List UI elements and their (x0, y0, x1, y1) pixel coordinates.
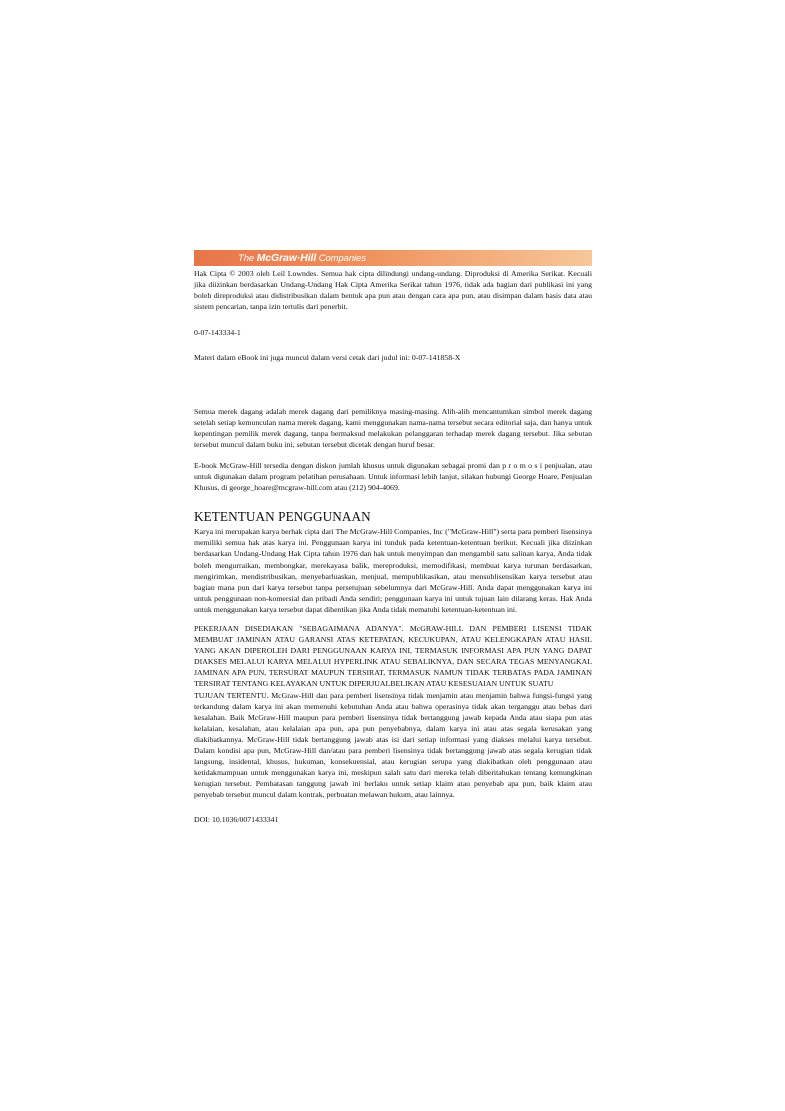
ebook-promo-notice: E-book McGraw-Hill tersedia dengan diskon jumlah khusus untuk digunakan sebagai promi dan p r o m o s i penjualan, atau untuk digunakan dalam program pelatihan perusahaan. Untuk informasi lebih lanjut, silakan hubungi George Hoare, Penjualan Khusus, di george_hoare@mcgraw-hill.com atau (212) 904-4069. (194, 460, 592, 493)
terms-of-use-title: KETENTUAN PENGGUNAAN (194, 509, 371, 525)
warranty-disclaimer: PEKERJAAN DISEDIAKAN "SEBAGAIMANA ADANYA". McGRAW-HILL DAN PEMBERI LISENSI TIDAK MEMBUAT JAMINAN ATAU GARANSI ATAS KETEPATAN, KECUKUPAN, ATAU KELENGKAPAN ATAU HASIL YANG AKAN DIPEROLEH DARI PENGGUNAAN KARYA INI, TERMASUK INFORMASI APA PUN YANG DAPAT DIAKSES MELALUI KARYA MELALUI HYPERLINK ATAU SEBALIKNYA, DAN SECARA TEGAS MENYANGKAL JAMINAN APA PUN, TERSURAT MAUPUN TERSIRAT, TERMASUK NAMUN TIDAK TERBATAS PADA JAMINAN TERSIRAT TENTANG KELAYAKAN UNTUK DIPERJUALBELIKAN ATAU KESESUAIAN UNTUK SUATU (194, 623, 592, 689)
copyright-notice: Hak Cipta © 2003 oleh Leil Lowndes. Semua hak cipta dilindungi undang-undang. Diproduksi di Amerika Serikat. Kecuali jika diizinkan berdasarkan Undang-Undang Hak Cipta Amerika Serikat tahun 1976, tidak ada bagian dari publikasi ini yang boleh direproduksi atau didistribusikan dalam bentuk apa pun atau dengan cara apa pun, atau disimpan dalam basis data atau sistem pencarian, tanpa izin tertulis dari penerbit. (194, 269, 592, 312)
document-page (194, 250, 592, 826)
isbn: 0-07-143334-1 (194, 328, 241, 338)
doi: DOI: 10.1036/0071433341 (194, 815, 279, 825)
terms-body: Karya ini merupakan karya berhak cipta dari The McGraw-Hill Companies, Inc ("McGraw-Hill") serta para pemberi lisensinya memiliki semua hak atas karya ini. Penggunaan karya ini tunduk pada ketentuan-ketentuan berikut. Kecuali jika diizinkan berdasarkan Undang-Undang Hak Cipta tahun 1976 dan hak untuk menyimpan dan mengambil satu salinan karya, Anda tidak boleh mengurraikan, membongkar, merekayasa balik, mereproduksi, memodifikasi, membuat karya turunan berdasarkan, mengirimkan, mendistribusikan, menyebarluaskan, menjual, mempublikasikan, atau mensublisensikan karya tersebut atau bagian mana pun dari karya tersebut tanpa persetujuan sebelumnya dari McGraw-Hill. Anda dapat menggunakan karya ini untuk penggunaan non-komersial dan pribadi Anda sendiri; penggunaan karya ini untuk tujuan lain dilarang keras. Hak Anda untuk menggunakan karya tersebut dapat dihentikan jika Anda tidak mematuhi ketentuan-ketentuan ini. (194, 527, 592, 614)
logo-suffix: Companies (316, 253, 366, 264)
trademark-notice: Semua merek dagang adalah merek dagang dari pemiliknya masing-masing. Alih-alih mencantumkan simbol merek dagang setelah setiap kemunculan nama merek dagang, kami menggunakan nama-nama tersebut secara editorial saja, dan hanya untuk kepentingan pemilik merek dagang, tanpa bermaksud melakukan pelanggaran terhadap merek dagang tersebut. Jika sebutan tersebut muncul dalam buku ini, sebutan tersebut dicetak dengan huruf besar. (194, 406, 592, 449)
liability-limitation: TUJUAN TERTENTU. McGraw-Hill dan para pemberi lisensinya tidak menjamin atau menjamin bahwa fungsi-fungsi yang terkandung dalam karya ini akan memenuhi kebutuhan Anda atau bahwa operasinya tidak akan terganggu atau bebas dari kesalahan. Baik McGraw-Hill maupun para pemberi lisensinya tidak bertanggung jawab kepada Anda atau siapa pun atas kelalaian, kesalahan, atau kelalaian apa pun, apa pun penyebabnya, dalam karya ini atau atas segala kerusakan yang diakibatkannya. McGraw-Hill tidak bertanggung jawab atas isi dari setiap informasi yang diakses melalui karya tersebut. Dalam kondisi apa pun, McGraw-Hill dan/atau para pemberi lisensinya tidak bertanggung jawab atas segala kerugian tidak langsung, insidental, khusus, hukuman, konsekuensial, atau kerugian serupa yang diakibatkan oleh penggunaan atau ketidakmampuan untuk menggunakan karya ini, meskipun salah satu dari mereka telah diberitahukan tentang kemungkinan kerugian tersebut. Pembatasan tanggung jawab ini berlaku untuk setiap klaim atau penyebab apa pun, baik klaim atau penyebab tersebut muncul dalam kontrak, perbuatan melawan hukum, atau lainnya. (194, 690, 592, 800)
publisher-banner (194, 250, 592, 266)
logo-brand: McGraw·Hill (256, 252, 317, 264)
publisher-logo (238, 252, 366, 265)
logo-prefix: The (238, 253, 257, 264)
print-version-note: Materi dalam eBook ini juga muncul dalam versi cetak dari judul ini: 0-07-141858-X (194, 353, 461, 363)
